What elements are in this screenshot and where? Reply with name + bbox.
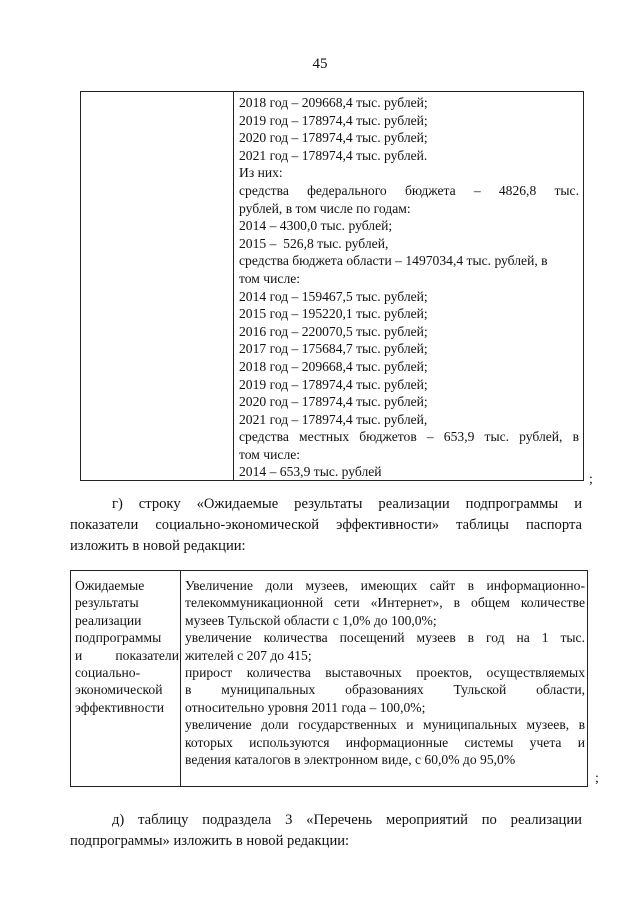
label-line: реализации [75,612,142,628]
funding-line: средства бюджета области – 1497034,4 тыс. рублей, в [239,253,548,269]
page-number: 45 [312,56,328,72]
paragraph-line: изложить в новой редакции: [70,538,246,554]
funding-line: 2021 год – 178974,4 тыс. рублей, [239,411,428,427]
funding-line: средства федерального бюджета – 4826,8 тыс. [239,182,579,198]
paragraph-line: д) таблицу подраздела 3 «Перечень мероприятий по реализации [112,812,582,828]
funding-line: 2020 год – 178974,4 тыс. рублей; [239,394,428,410]
paragraph-line: показатели социально-экономической эффективности» таблицы паспорта [70,517,582,533]
funding-line: 2014 – 653,9 тыс. рублей [239,464,382,480]
value-line: жителей с 207 до 415; [185,647,312,663]
funding-line: 2015 – 526,8 тыс. рублей, [239,235,389,251]
results-label-cell [75,577,179,716]
table-end-semicolon: ; [589,472,593,487]
funding-line: 2017 год – 175684,7 тыс. рублей; [239,341,428,357]
funding-line: 2021 год – 178974,4 тыс. рублей. [239,147,428,163]
funding-line: том числе: [239,446,301,462]
label-line: эффективности [75,699,165,715]
paragraph-g [70,494,582,557]
value-line: Увеличение доли музеев, имеющих сайт в информационно- [185,578,585,593]
label-line: социально- [75,665,141,681]
funding-line: 2020 год – 178974,4 тыс. рублей; [239,130,428,146]
label-line: и показатели [75,647,179,663]
funding-line: 2018 год – 209668,4 тыс. рублей; [239,95,428,110]
column-divider [233,92,234,480]
funding-line: 2019 год – 178974,4 тыс. рублей; [239,112,428,128]
value-line: увеличение доли государственных и муниципальных музеев, в [185,717,585,733]
value-line: музеев Тульской области с 1,0% до 100,0%; [185,612,437,628]
funding-line: том числе: [239,270,301,286]
value-line: прирост количества выставочных проектов, осуществляемых [185,665,585,681]
funding-line: 2016 год – 220070,5 тыс. рублей; [239,323,428,339]
label-line: Ожидаемые [75,578,145,593]
value-line: в муниципальных образованиях Тульской области, [185,682,585,698]
paragraph-line: подпрограммы» изложить в новой редакции: [70,833,350,849]
funding-line: 2014 год – 159467,5 тыс. рублей; [239,288,428,304]
funding-line: 2015 год – 195220,1 тыс. рублей; [239,306,428,322]
value-line: относительно уровня 2011 года – 100,0%; [185,699,426,715]
funding-line: Из них: [239,165,283,181]
funding-line: 2014 – 4300,0 тыс. рублей; [239,218,393,234]
label-line: подпрограммы [75,630,162,646]
value-line: ведения каталогов в электронном виде, с 60,0% до 95,0% [185,752,516,768]
funding-line: рублей, в том числе по годам: [239,200,411,216]
label-line: экономической [75,682,163,698]
value-line: телекоммуникационной сети «Интернет», в общем количестве [185,595,585,611]
funding-table [80,91,584,481]
label-line: результаты [75,595,139,611]
table-end-semicolon: ; [595,771,599,786]
value-line: увеличение количества посещений музеев в год на 1 тыс. [185,630,585,646]
funding-line: 2018 год – 209668,4 тыс. рублей; [239,358,428,374]
value-line: которых используются информационные системы учета и [185,734,585,750]
funding-line: 2019 год – 178974,4 тыс. рублей; [239,376,428,392]
paragraph-d [70,810,582,852]
results-table [70,570,588,787]
results-value-cell [185,577,585,768]
funding-line: средства местных бюджетов – 653,9 тыс. рублей, в [239,429,579,445]
paragraph-line: г) строку «Ожидаемые результаты реализации подпрограммы и [112,496,582,512]
column-divider [180,571,181,786]
funding-text [239,94,579,481]
